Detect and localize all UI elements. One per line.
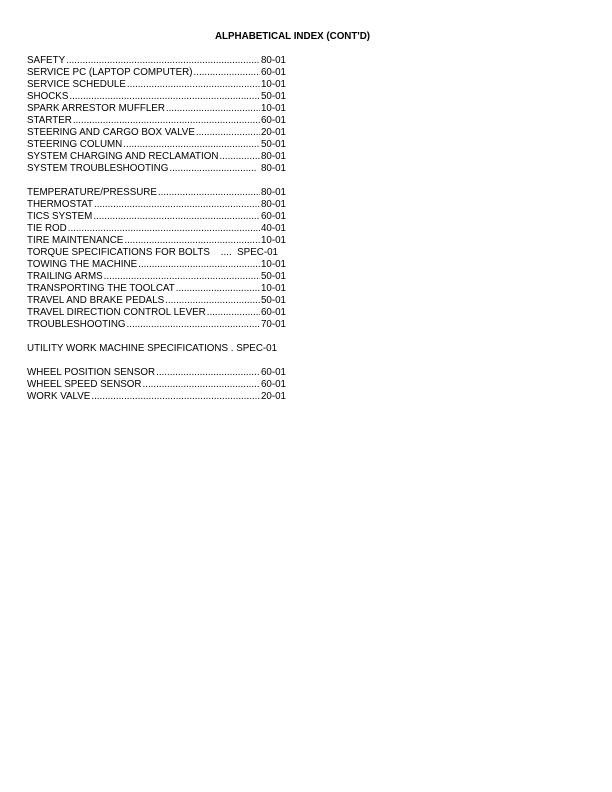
entry-page-number: 10-01: [260, 259, 286, 270]
dot-leader: [91, 391, 260, 403]
alphabetical-index: [27, 55, 558, 403]
entry-title: SERVICE SCHEDULE: [27, 79, 126, 90]
dot-leader: [169, 163, 257, 175]
entry-page-number: 60-01: [260, 211, 286, 222]
index-entry: [27, 343, 558, 355]
entry-page-number: 60-01: [260, 379, 286, 390]
entry-title: WHEEL POSITION SENSOR: [27, 367, 156, 378]
index-entry: [27, 367, 286, 379]
entry-title: WORK VALVE: [27, 391, 91, 402]
entry-page-number: 80-01: [260, 151, 286, 162]
entry-page-number: SPEC-01: [237, 247, 278, 258]
dot-leader: [207, 307, 260, 319]
index-group: [27, 367, 558, 403]
index-entry: [27, 139, 286, 151]
entry-page-number: 60-01: [260, 307, 286, 318]
entry-page-number: 70-01: [260, 319, 286, 330]
index-entry: [27, 295, 286, 307]
entry-title: SPARK ARRESTOR MUFFLER: [27, 103, 165, 114]
dot-leader: [73, 115, 260, 127]
dot-leader: [138, 259, 260, 271]
index-entry: [27, 103, 286, 115]
index-entry: [27, 235, 286, 247]
index-entry: [27, 319, 286, 331]
index-entry: [27, 91, 286, 103]
index-entry: [27, 259, 286, 271]
entry-title: TEMPERATURE/PRESSURE: [27, 187, 157, 198]
dot-leader: [127, 319, 260, 331]
index-entry: [27, 67, 286, 79]
index-entry: [27, 187, 286, 199]
entry-page-number: 50-01: [260, 91, 286, 102]
dot-leader: [194, 67, 260, 79]
entry-title: WHEEL SPEED SENSOR: [27, 379, 142, 390]
dot-leader: [66, 55, 260, 67]
index-group: [27, 187, 558, 331]
entry-title: SYSTEM TROUBLESHOOTING: [27, 163, 169, 174]
index-entry: [27, 151, 286, 163]
dot-leader: [196, 127, 260, 139]
index-entry: [27, 55, 286, 67]
dot-leader: .: [228, 343, 237, 354]
index-entry: [27, 271, 286, 283]
entry-title: TROUBLESHOOTING: [27, 319, 126, 330]
entry-page-number: 10-01: [260, 103, 286, 114]
entry-page-number: 10-01: [260, 235, 286, 246]
entry-title: TRAILING ARMS: [27, 271, 103, 282]
index-entry: [27, 247, 558, 259]
entry-page-number: 80-01: [260, 199, 286, 210]
index-entry: [27, 283, 286, 295]
entry-page-number: 20-01: [260, 127, 286, 138]
index-entry: [27, 199, 286, 211]
entry-title: SAFETY: [27, 55, 66, 66]
entry-title: TIRE MAINTENANCE: [27, 235, 124, 246]
entry-title: STEERING COLUMN: [27, 139, 123, 150]
dot-leader: [69, 91, 260, 103]
entry-page-number: 40-01: [260, 223, 286, 234]
entry-title: UTILITY WORK MACHINE SPECIFICATIONS: [27, 343, 229, 354]
entry-page-number: 60-01: [260, 115, 286, 126]
entry-title: SYSTEM CHARGING AND RECLAMATION: [27, 151, 219, 162]
entry-title: THERMOSTAT: [27, 199, 94, 210]
index-entry: [27, 379, 286, 391]
entry-title: STARTER: [27, 115, 72, 126]
entry-page-number: 50-01: [260, 271, 286, 282]
page-content: [27, 31, 558, 403]
entry-page-number: 60-01: [260, 67, 286, 78]
index-entry: [27, 79, 286, 91]
dot-leader: [94, 199, 260, 211]
dot-leader: [68, 223, 260, 235]
dot-leader: [166, 103, 260, 115]
entry-title: TOWING THE MACHINE: [27, 259, 138, 270]
index-entry: [27, 163, 286, 175]
entry-page-number: 10-01: [260, 79, 286, 90]
entry-page-number: 50-01: [260, 139, 286, 150]
entry-page-number: 20-01: [260, 391, 286, 402]
dot-leader: ....: [209, 247, 238, 258]
entry-page-number: 80-01: [260, 163, 286, 174]
dot-leader: [93, 211, 260, 223]
entry-title: TRAVEL AND BRAKE PEDALS: [27, 295, 165, 306]
dot-leader: [123, 139, 260, 151]
index-entry: [27, 115, 286, 127]
dot-leader: [158, 187, 260, 199]
index-entry: [27, 223, 286, 235]
dot-leader: [156, 367, 260, 379]
index-group: [27, 343, 558, 355]
entry-title: STEERING AND CARGO BOX VALVE: [27, 127, 195, 138]
entry-title: TORQUE SPECIFICATIONS FOR BOLTS: [27, 247, 210, 258]
dot-leader: [104, 271, 260, 283]
entry-title: TRANSPORTING THE TOOLCAT: [27, 283, 175, 294]
entry-title: TIE ROD: [27, 223, 67, 234]
index-entry: [27, 211, 286, 223]
index-entry: [27, 391, 286, 403]
index-group: [27, 55, 558, 175]
entry-title: TRAVEL DIRECTION CONTROL LEVER: [27, 307, 206, 318]
entry-title: SHOCKS: [27, 91, 69, 102]
dot-leader: [176, 283, 260, 295]
entry-title: TICS SYSTEM: [27, 211, 93, 222]
entry-page-number: 60-01: [260, 367, 286, 378]
dot-leader: [143, 379, 260, 391]
entry-page-number: SPEC-01: [236, 343, 278, 354]
page-title: ALPHABETICAL INDEX (CONT'D): [214, 31, 371, 42]
dot-leader: [219, 151, 260, 163]
index-entry: [27, 127, 286, 139]
entry-page-number: 80-01: [260, 55, 286, 66]
dot-leader: [124, 235, 260, 247]
entry-page-number: 80-01: [260, 187, 286, 198]
entry-page-number: 50-01: [260, 295, 286, 306]
dot-leader: [127, 79, 260, 91]
entry-title: SERVICE PC (LAPTOP COMPUTER): [27, 67, 193, 78]
dot-leader: [165, 295, 260, 307]
entry-page-number: 10-01: [260, 283, 286, 294]
index-entry: [27, 307, 286, 319]
